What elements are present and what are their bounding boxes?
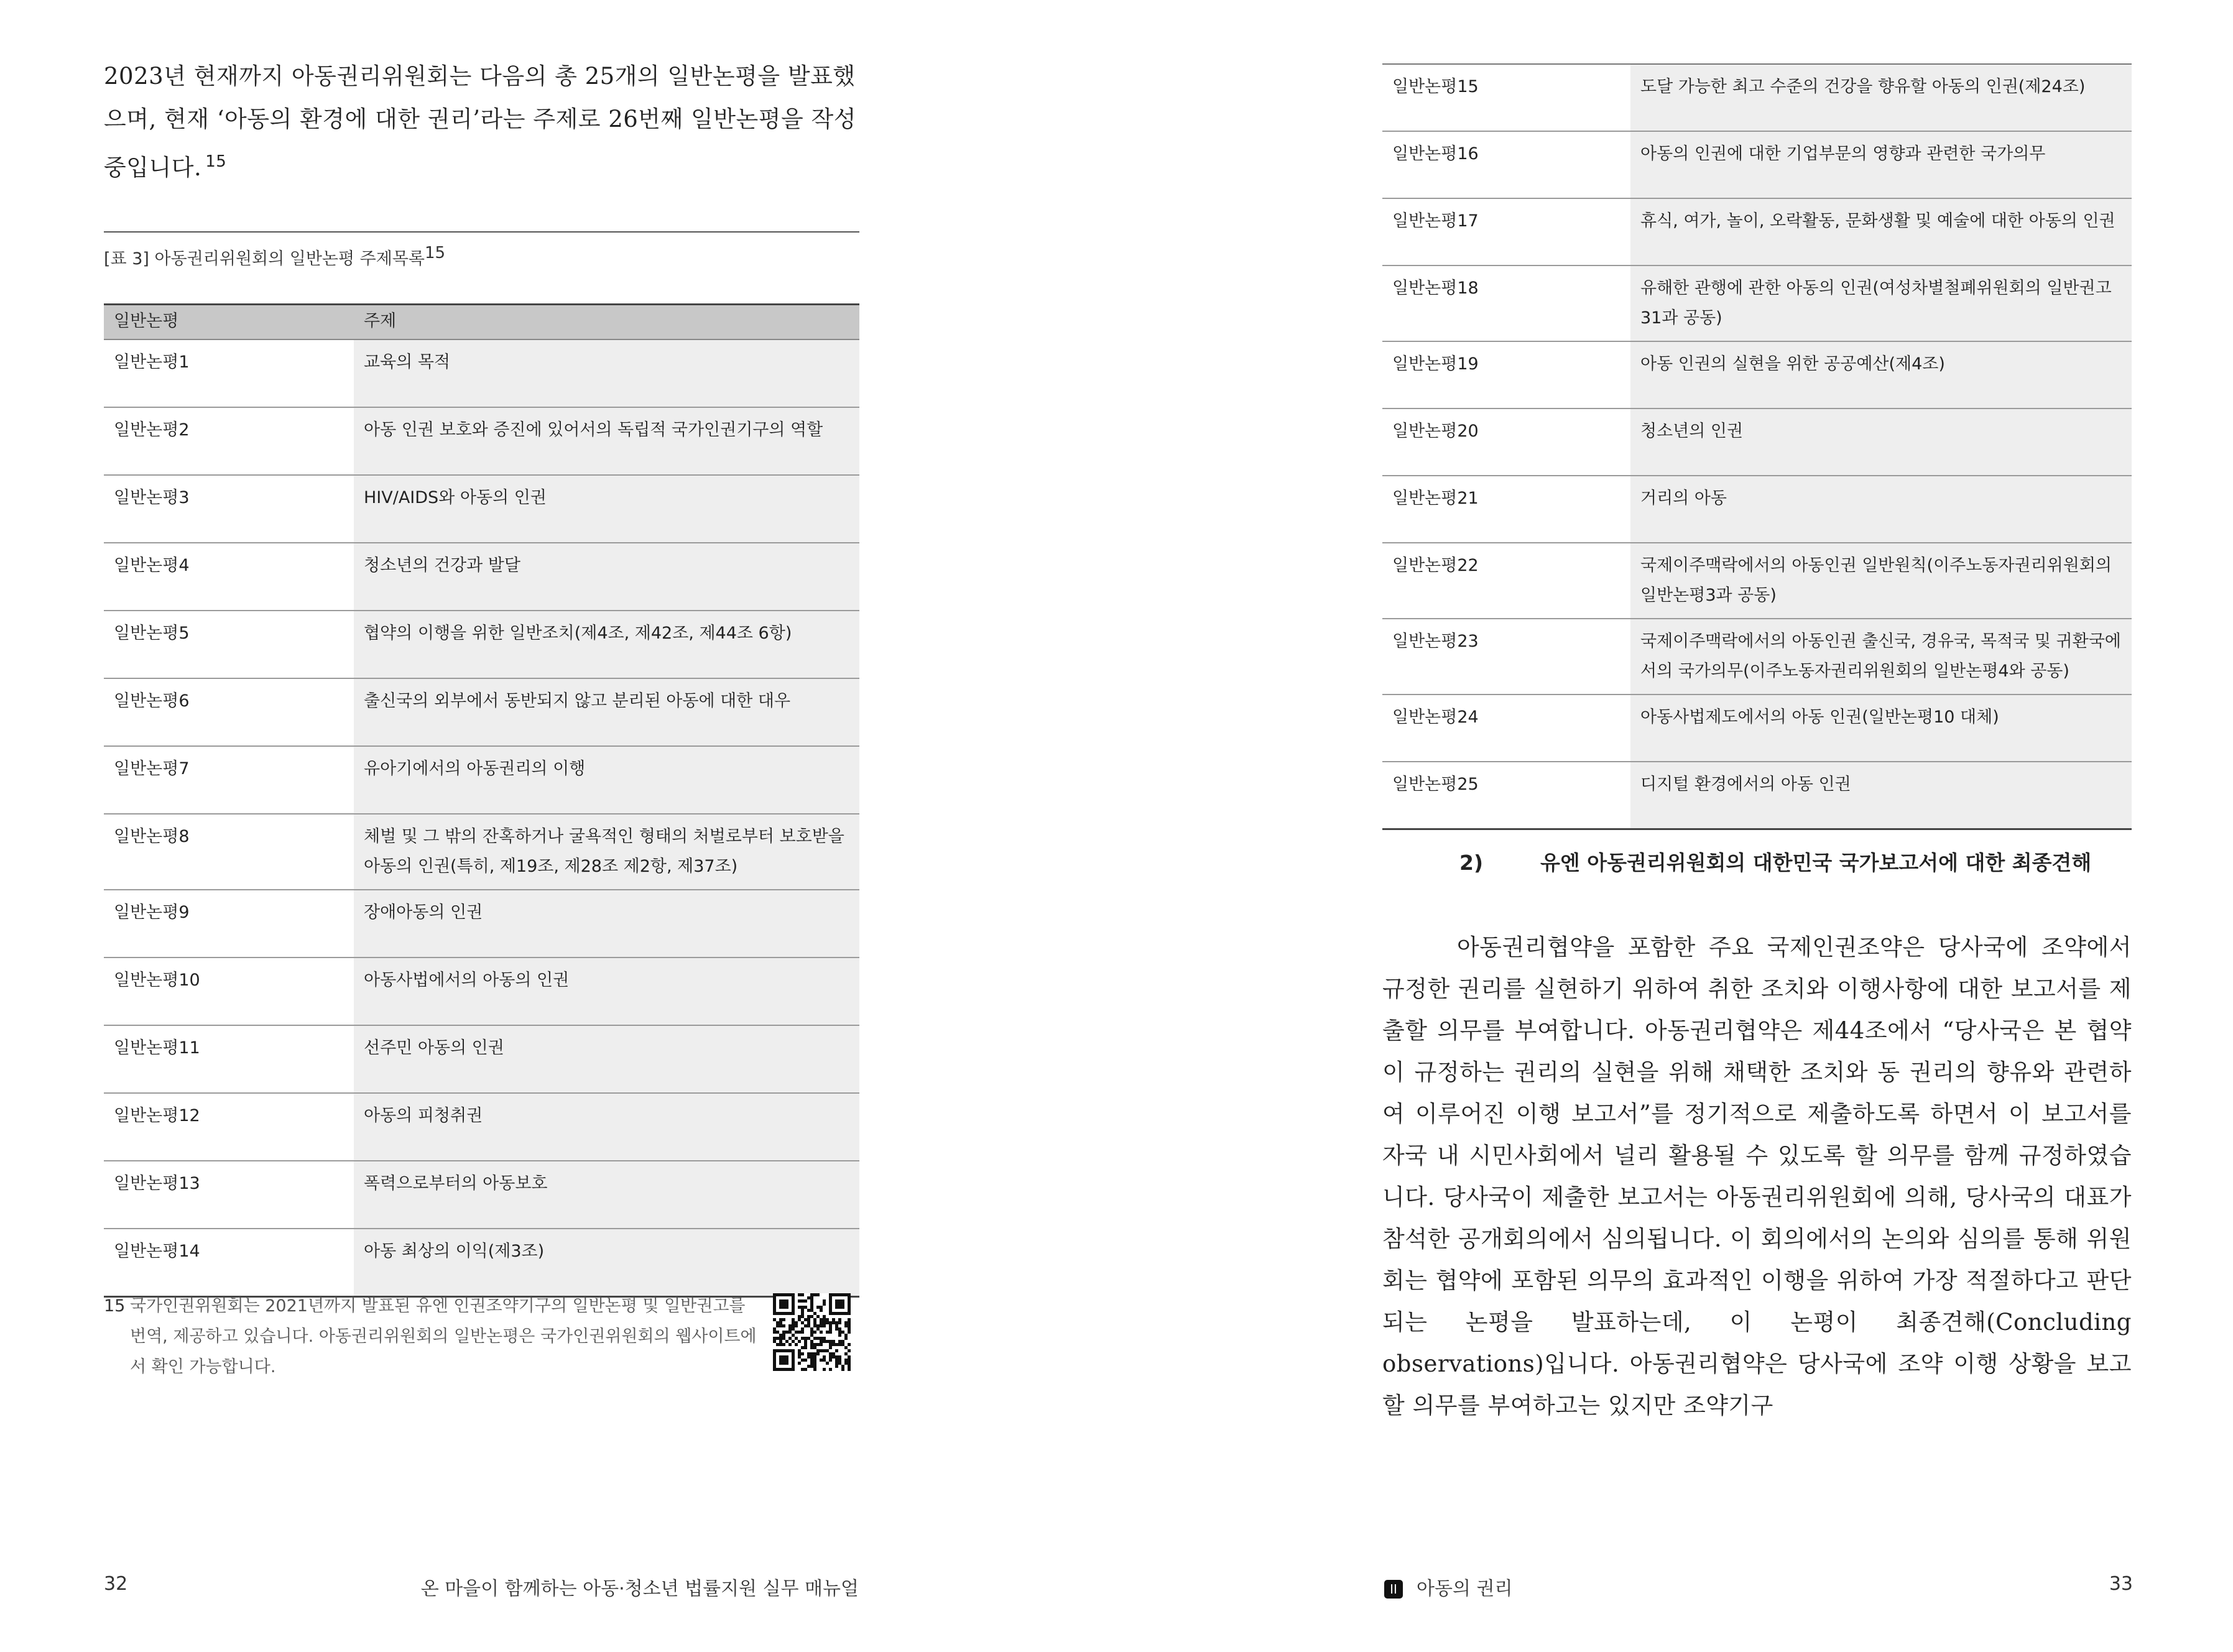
- comment-topic: 아동 최상의 이익(제3조): [354, 1229, 859, 1297]
- intro-paragraph: [104, 55, 859, 189]
- comment-number: 일반논평22: [1382, 543, 1630, 619]
- table-row: [1382, 762, 2132, 829]
- comment-number: 일반논평5: [104, 611, 354, 678]
- comment-number: 일반논평9: [104, 890, 354, 958]
- comment-topic: 휴식, 여가, 놀이, 오락활동, 문화생활 및 예술에 대한 아동의 인권: [1630, 198, 2132, 265]
- comment-topic: 아동의 인권에 대한 기업부문의 영향과 관련한 국가의무: [1630, 131, 2132, 198]
- table-row: [1382, 543, 2132, 619]
- comment-number: 일반논평19: [1382, 341, 1630, 408]
- comment-number: 일반논평24: [1382, 694, 1630, 762]
- table-row: [104, 1093, 859, 1161]
- table-header-row: [104, 305, 859, 340]
- comment-topic: 아동 인권의 실현을 위한 공공예산(제4조): [1630, 341, 2132, 408]
- table-row: [104, 339, 859, 407]
- table-row: [104, 611, 859, 678]
- comment-topic: 교육의 목적: [354, 339, 859, 407]
- chapter-title: 아동의 권리: [1417, 1578, 1513, 1600]
- table-row: [1382, 64, 2132, 131]
- table-row: [1382, 476, 2132, 543]
- comment-topic: 출신국의 외부에서 동반되지 않고 분리된 아동에 대한 대우: [354, 678, 859, 746]
- table-row: [104, 814, 859, 890]
- table-row: [104, 890, 859, 958]
- intro-footnote-ref[interactable]: 15: [205, 152, 227, 171]
- comment-number: 일반논평11: [104, 1025, 354, 1093]
- qr-code-icon[interactable]: [773, 1293, 851, 1371]
- comment-topic: 폭력으로부터의 아동보호: [354, 1161, 859, 1229]
- comment-topic: 거리의 아동: [1630, 476, 2132, 543]
- comment-number: 일반논평21: [1382, 476, 1630, 543]
- comment-number: 일반논평12: [104, 1093, 354, 1161]
- chapter-badge: II: [1384, 1580, 1403, 1599]
- table-row: [104, 475, 859, 543]
- table-row: [104, 678, 859, 746]
- running-title-right: [1384, 1573, 1512, 1600]
- footnote-text: 국가인권위원회는 2021년까지 발표된 유엔 인권조약기구의 일반논평 및 일반권고를 번역, 제공하고 있습니다. 아동권리위원회의 일반논평은 국가인권위원회의 웹사이트에서 확인 가능합니다.: [130, 1296, 757, 1377]
- page-number-right: 33: [2109, 1573, 2133, 1595]
- table-row: [1382, 341, 2132, 408]
- intro-text: 2023년 현재까지 아동권리위원회는 다음의 총 25개의 일반논평을 발표했으며, 현재 ‘아동의 환경에 대한 권리’라는 주제로 26번째 일반논평을 작성 중입니다.: [104, 63, 856, 181]
- table-row: [104, 543, 859, 611]
- table-caption: [104, 231, 859, 269]
- table-row: [104, 1229, 859, 1297]
- comment-number: 일반논평23: [1382, 619, 1630, 694]
- general-comments-table-right: [1382, 63, 2132, 830]
- comment-topic: 선주민 아동의 인권: [354, 1025, 859, 1093]
- comment-number: 일반논평25: [1382, 762, 1630, 829]
- comment-topic: HIV/AIDS와 아동의 인권: [354, 475, 859, 543]
- comment-number: 일반논평8: [104, 814, 354, 890]
- table-row: [1382, 198, 2132, 265]
- comment-topic: 체벌 및 그 밖의 잔혹하거나 굴욕적인 형태의 처벌로부터 보호받을 아동의 인권(특히, 제19조, 제28조 제2항, 제37조): [354, 814, 859, 890]
- table-row: [1382, 619, 2132, 694]
- comment-topic: 도달 가능한 최고 수준의 건강을 향유할 아동의 인권(제24조): [1630, 64, 2132, 131]
- comment-topic: 아동의 피청취권: [354, 1093, 859, 1161]
- table-row: [1382, 694, 2132, 762]
- table-row: [104, 1025, 859, 1093]
- general-comments-table-left: [104, 303, 859, 1298]
- table-row: [1382, 408, 2132, 476]
- comment-number: 일반논평3: [104, 475, 354, 543]
- comment-topic: 청소년의 건강과 발달: [354, 543, 859, 611]
- comment-topic: 아동 인권 보호와 증진에 있어서의 독립적 국가인권기구의 역할: [354, 407, 859, 475]
- comment-topic: 청소년의 인권: [1630, 408, 2132, 476]
- header-number: 일반논평: [104, 305, 354, 340]
- comment-topic: 국제이주맥락에서의 아동인권 일반원칙(이주노동자권리위원회의 일반논평3과 공동): [1630, 543, 2132, 619]
- comment-number: 일반논평10: [104, 958, 354, 1025]
- comment-number: 일반논평1: [104, 339, 354, 407]
- comment-topic: 아동사법에서의 아동의 인권: [354, 958, 859, 1025]
- section-title: 유엔 아동권리위원회의 대한민국 국가보고서에 대한 최종견해: [1540, 851, 2092, 875]
- footnote-number: 15: [104, 1296, 126, 1316]
- table-row: [1382, 131, 2132, 198]
- table-caption-footnote-ref[interactable]: 15: [424, 244, 446, 262]
- table-row: [104, 958, 859, 1025]
- footnote: [104, 1291, 763, 1382]
- table-row: [1382, 265, 2132, 341]
- comment-number: 일반논평2: [104, 407, 354, 475]
- body-paragraph: 아동권리협약을 포함한 주요 국제인권조약은 당사국에 조약에서 규정한 권리를 실현하기 위하여 취한 조치와 이행사항에 대한 보고서를 제출할 의무를 부여합니다. 아동권리협약은 제44조에서 “당사국은 본 협약이 규정하는 권리의 실현을 위해 채택한 조치와 동 권리의 향유와 관련하여 이루어진 이행 보고서”를 정기적으로 제출하도록 하면서 이 보고서를 자국 내 시민사회에서 널리 활용될 수 있도록 할 의무를 함께 규정하였습니다. 당사국이 제출한 보고서는 아동권리위원회에 의해, 당사국의 대표가 참석한 공개회의에서 심의됩니다. 이 회의에서의 논의와 심의를 통해 위원회는 협약에 포함된 의무의 효과적인 이행을 위하여 가장 적절하다고 판단되는 논평을 발표하는데, 이 논평이 최종견해(Concluding observations)입니다. 아동권리협약은 당사국에 조약 이행 상황을 보고할 의무를 부여하고는 있지만 조약기구: [1382, 934, 2132, 1419]
- comment-number: 일반논평15: [1382, 64, 1630, 131]
- comment-number: 일반논평6: [104, 678, 354, 746]
- comment-topic: 디지털 환경에서의 아동 인권: [1630, 762, 2132, 829]
- table-caption-label: [표 3] 아동권리위원회의 일반논평 주제목록: [104, 249, 425, 269]
- table-row: [104, 1161, 859, 1229]
- section-number: 2): [1459, 851, 1484, 875]
- comment-number: 일반논평16: [1382, 131, 1630, 198]
- comment-topic: 협약의 이행을 위한 일반조치(제4조, 제42조, 제44조 6항): [354, 611, 859, 678]
- comment-topic: 장애아동의 인권: [354, 890, 859, 958]
- header-topic: 주제: [354, 305, 859, 340]
- section-heading: [1459, 847, 2091, 876]
- comment-number: 일반논평13: [104, 1161, 354, 1229]
- comment-number: 일반논평17: [1382, 198, 1630, 265]
- comment-topic: 유아기에서의 아동권리의 이행: [354, 746, 859, 814]
- comment-number: 일반논평20: [1382, 408, 1630, 476]
- comment-number: 일반논평4: [104, 543, 354, 611]
- comment-topic: 아동사법제도에서의 아동 인권(일반논평10 대체): [1630, 694, 2132, 762]
- comment-number: 일반논평14: [104, 1229, 354, 1297]
- table-row: [104, 746, 859, 814]
- comment-topic: 유해한 관행에 관한 아동의 인권(여성차별철폐위원회의 일반권고 31과 공동): [1630, 265, 2132, 341]
- comment-number: 일반논평7: [104, 746, 354, 814]
- running-title-left: 온 마을이 함께하는 아동·청소년 법률지원 실무 매뉴얼: [420, 1578, 859, 1600]
- page-number-left: 32: [104, 1573, 128, 1595]
- comment-topic: 국제이주맥락에서의 아동인권 출신국, 경유국, 목적국 및 귀환국에서의 국가의무(이주노동자권리위원회의 일반논평4와 공동): [1630, 619, 2132, 694]
- table-row: [104, 407, 859, 475]
- comment-number: 일반논평18: [1382, 265, 1630, 341]
